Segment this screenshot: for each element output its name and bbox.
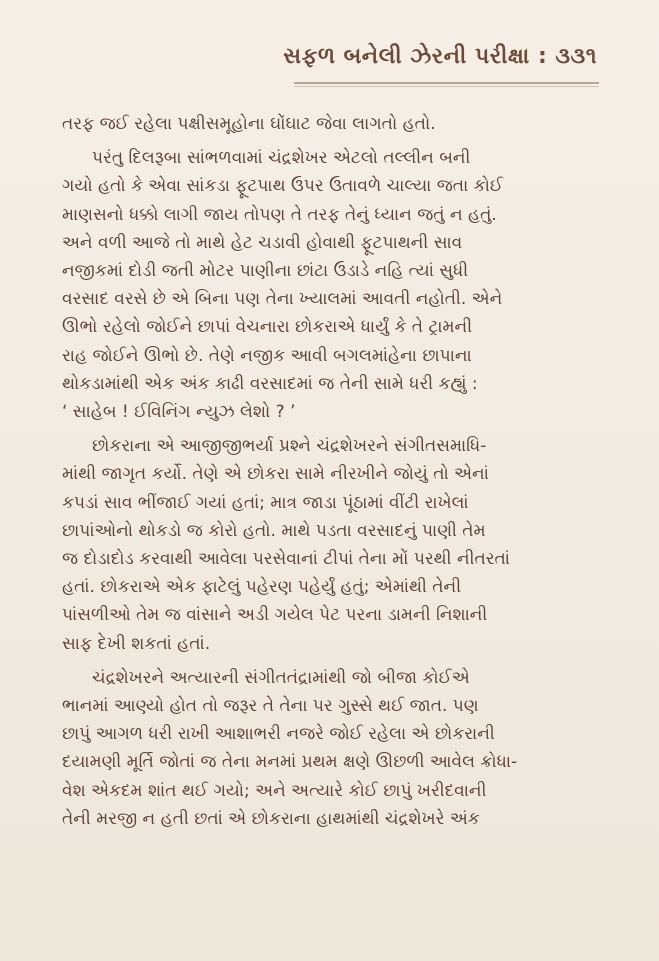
- text-line: અને વળી આજે તો માથે હેટ ચડાવી હોવાથી ફૂટપાથની સાવ: [62, 232, 463, 253]
- paragraph-4: [62, 664, 607, 833]
- text-line: માંથી જાગૃત કર્યો. તેણે એ છોકરા સામે નીરખીને જોયું તો એનાં: [62, 464, 489, 485]
- text-line: દયામણી મૂર્તિ જોતાં જ તેના મનમાં પ્રથમ ક્ષણે ઊછળી આવેલ ક્રોધા-: [62, 752, 518, 773]
- text-line: નજીકમાં દોડી જતી મોટર પાણીના છાંટા ઉડાડે નહિ ત્યાં સુધી: [62, 261, 469, 282]
- text-line: જ દોડાદોડ કરવાથી આવેલા પરસેવાનાં ટીપાં તેના મોં પરથી નીતરતાં: [62, 549, 510, 570]
- text-line: માણસનો ધક્કો લાગી જાય તોપણ તે તરફ તેનું ધ્યાન જતું ન હતું.: [62, 204, 497, 225]
- text-line: કપડાં સાવ ભીંજાઈ ગયાં હતાં; માત્ર જાડા પૂંઠામાં વીંટી રાખેલાં: [62, 492, 469, 513]
- text-line: છાપાંઓનો થોકડો જ કોરો હતો. માથે પડતા વરસાદનું પાણી તેમ: [62, 520, 486, 541]
- text-line: રાહ જોઈને ઊભો છે. તેણે નજીક આવી બગલમાંહેના છાપાના: [62, 345, 472, 366]
- text-line: તરફ જઈ રહેલા પક્ષીસમૂહોના ઘોંઘાટ જેવા લાગતો હતો.: [62, 114, 436, 134]
- text-line: ‘ સાહેબ ! ઈવિનિંગ ન્યુઝ લેશો ? ’: [62, 402, 296, 423]
- text-line: પાંસળીઓ તેમ જ વાંસાને અડી ગયેલ પેટ પરના ડામની નિશાની: [62, 605, 488, 626]
- text-line: છાપું આગળ ધરી રાખી આશાભરી નજરે જોઈ રહેલા એ છોકરાની: [62, 724, 495, 745]
- text-line: ઊભો રહેલો જોઈને છાપાં વેચનારા છોકરાએ ધાર્યું કે તે ટ્રામની: [62, 317, 473, 338]
- text-line: ચંદ્રશેખરને અત્યારની સંગીતતંદ્રામાંથી જો બીજા કોઈએ: [92, 667, 470, 688]
- text-line: છોકરાના એ આજીજીભર્યા પ્રશ્ને ચંદ્રશેખરને સંગીતસમાધિ-: [92, 436, 487, 457]
- paragraph-2: [62, 144, 607, 426]
- text-line: સાફ દેખી શકતાં હતાં.: [62, 633, 211, 654]
- text-line: હતાં. છોકરાએ એક ફાટેલું પહેરણ પહેર્યું હતું; એમાંથી તેની: [62, 577, 462, 598]
- text-line: થોકડામાંથી એક અંક કાઢી વરસાદમાં જ તેની સામે ધરી કહ્યું :: [62, 373, 478, 394]
- header-underline: [294, 82, 599, 90]
- text-line: તેની મરજી ન હતી છતાં એ છોકરાના હાથમાંથી ચંદ્રશેખરે અંક: [62, 808, 480, 829]
- body-text: [62, 110, 607, 839]
- paragraph-3: [62, 432, 607, 658]
- running-header: સફળ બનેલી ઝેરની પરીક્ષા : ૩૩૧: [283, 44, 597, 69]
- text-line: ગયો હતો કે એવા સાંકડા ફૂટપાથ ઉપર ઉતાવળે ચાલ્યા જતા કોઈ: [62, 176, 504, 197]
- text-line: પરંતુ દિલરૂબા સાંભળવામાં ચંદ્રશેખર એટલો તલ્લીન બની: [92, 148, 471, 169]
- text-line: વેશ એકદમ શાંત થઈ ગયો; અને અત્યારે કોઈ છાપું ખરીદવાની: [62, 780, 487, 801]
- paragraph-1: [62, 110, 607, 138]
- text-line: વરસાદ વરસે છે એ બિના પણ તેના ખ્યાલમાં આવતી નહોતી. એને: [62, 289, 503, 310]
- text-line: ભાનમાં આણ્યો હોત તો જરૂર તે તેના પર ગુસ્સે થઈ જાત. પણ: [62, 696, 479, 717]
